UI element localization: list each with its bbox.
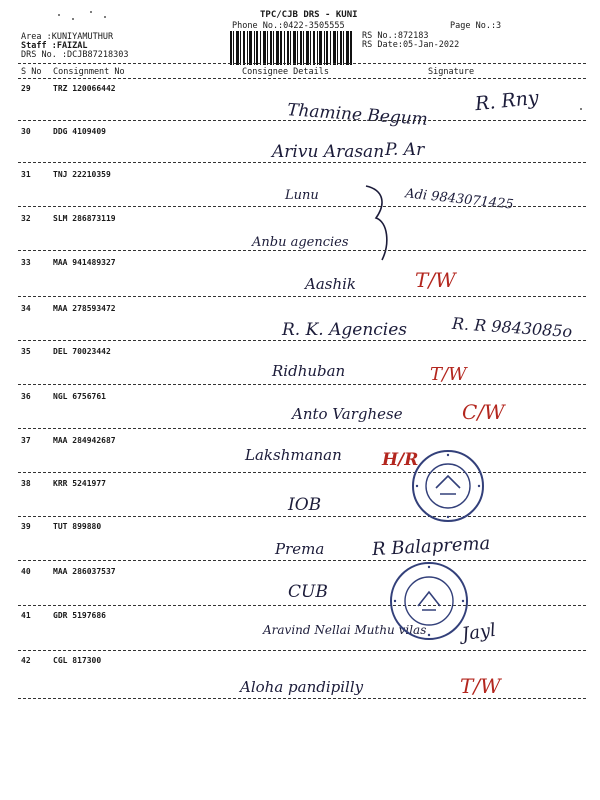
signature-handwriting: R. R 9843085o [451,313,573,342]
scan-speck [72,18,74,20]
row-consignment: DDG 4109409 [53,127,106,136]
row-sno: 38 [21,479,31,488]
consignee-handwriting: Lunu [285,188,319,203]
signature-handwriting: R. Rny [474,86,540,116]
row-divider [18,560,586,561]
row-divider [18,250,586,251]
row-divider [18,472,586,473]
row-divider [18,162,586,163]
row-divider [18,650,586,651]
signature-handwriting: T/W [460,674,501,698]
col-sno-header: S No [21,67,42,77]
consignee-handwriting: Anbu agencies [252,235,349,250]
rs-date: RS Date:05-Jan-2022 [362,40,460,50]
scan-speck [90,11,92,13]
consignee-handwriting: Arivu Arasan [272,142,385,162]
consignee-handwriting: Ridhuban [272,362,346,380]
row-consignment: MAA 941489327 [53,258,116,267]
row-sno: 32 [21,214,31,223]
row-sno: 29 [21,84,31,93]
row-sno: 31 [21,170,31,179]
row-consignment: DEL 70023442 [53,347,111,356]
row-divider [18,120,586,121]
row-consignment: MAA 278593472 [53,304,116,313]
row-sno: 35 [21,347,31,356]
row-sno: 30 [21,127,31,136]
document-title: TPC/CJB DRS - KUNI [260,10,358,20]
page-number: Page No.:3 [450,21,502,31]
row-sno: 37 [21,436,31,445]
row-divider [18,605,586,606]
consignee-handwriting: Prema [275,540,325,558]
row-consignment: NGL 6756761 [53,392,106,401]
header-bottom-rule [18,78,586,79]
signature-handwriting: Adi 9843071425 [404,186,515,213]
row-consignment: TUT 899880 [53,522,102,531]
consignee-handwriting: CUB [288,582,328,602]
row-sno: 33 [21,258,31,267]
row-divider [18,296,586,297]
area-label: Area :KUNIYAMUTHUR [21,32,114,42]
scan-speck [104,16,106,18]
signature-handwriting: H/R [382,450,419,470]
consignee-handwriting: IOB [288,495,322,515]
consignee-handwriting: Aloha pandipilly [240,678,364,696]
row-divider [18,340,586,341]
row-divider [18,384,586,385]
staff-label: Staff :FAIZAL [21,41,88,51]
row-consignment: GDR 5197686 [53,611,106,620]
row-consignment: KRR 5241977 [53,479,106,488]
col-consignee-header: Consignee Details [242,67,329,77]
col-signature-header: Signature [428,67,475,77]
row-consignment: CGL 817300 [53,656,102,665]
signature-handwriting: T/W [430,364,467,385]
row-sno: 34 [21,304,31,313]
row-consignment: TRZ 120066442 [53,84,116,93]
row-divider [18,206,586,207]
consignee-handwriting: Aashik [305,275,357,293]
row-divider [18,516,586,517]
col-consignment-header: Consignment No [53,67,125,77]
row-divider [18,428,586,429]
bank-seal-stamp [410,448,486,524]
row-sno: 40 [21,567,31,576]
drs-number: DRS No. :DCJB8721830З [21,50,129,60]
signature-handwriting: C/W [462,400,505,424]
row-sno: 42 [21,656,31,665]
row-consignment: TNJ 22210359 [53,170,111,179]
consignee-handwriting: Aravind Nellai Muthu vilas [263,623,427,637]
row-consignment: SLM 286873119 [53,214,116,223]
row-sno: 39 [21,522,31,531]
row-sno: 41 [21,611,31,620]
scan-speck [580,108,582,110]
signature-handwriting: Jayl [460,619,498,646]
consignee-handwriting: Thamine Begum [286,100,429,130]
header-top-rule [18,63,586,64]
phone-number: Phone No.:0422-3505555 [232,21,345,31]
consignee-handwriting: R. K. Agencies [282,320,408,340]
signature-handwriting: P. Ar [385,140,425,160]
signature-handwriting: R Balaprema [371,532,491,561]
consignee-handwriting: Lakshmanan [245,446,342,464]
consignee-handwriting: Anto Varghese [292,405,403,423]
bank-seal-stamp [388,560,470,642]
rs-number: RS No.:872183 [362,31,429,41]
row-consignment: MAA 286037537 [53,567,116,576]
row-sno: 36 [21,392,31,401]
scan-speck [58,14,60,16]
row-divider [18,698,586,699]
row-consignment: MAA 284942687 [53,436,116,445]
signature-handwriting: T/W [415,268,456,292]
barcode [230,31,352,65]
